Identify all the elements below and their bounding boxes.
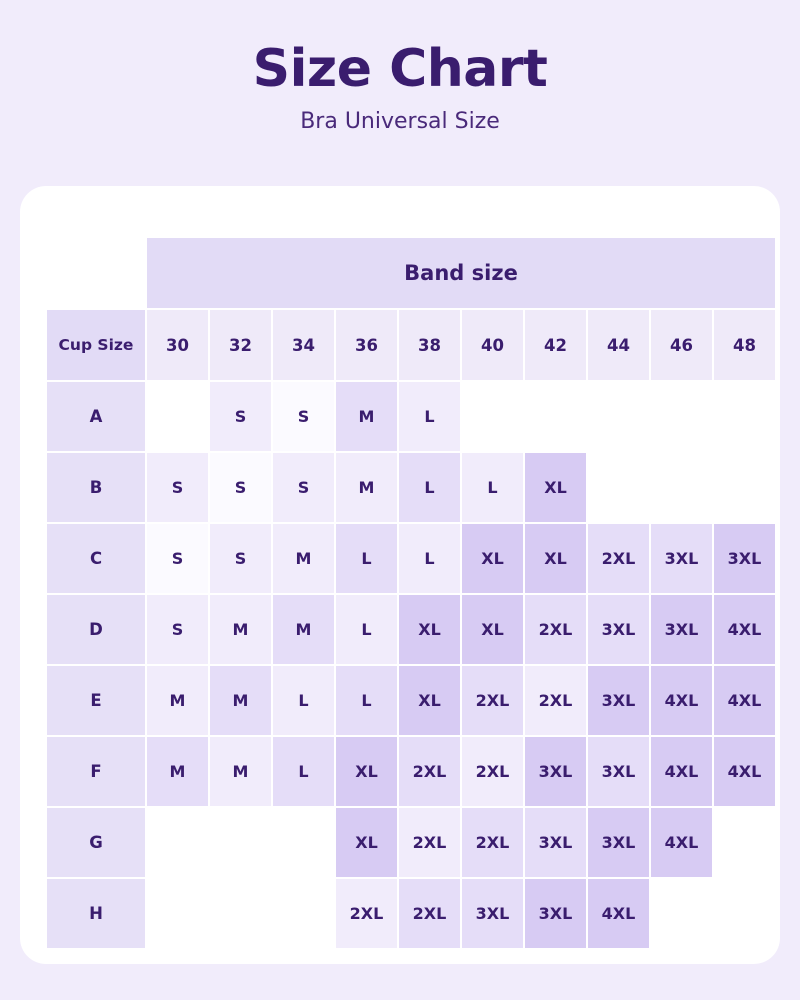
band-header-row (47, 238, 775, 308)
size-cell: 3XL (462, 879, 523, 948)
size-cell: 2XL (462, 666, 523, 735)
size-cell (714, 808, 775, 877)
size-cell: L (336, 666, 397, 735)
size-cell (210, 879, 271, 948)
size-cell: L (273, 666, 334, 735)
size-cell: S (273, 453, 334, 522)
size-cell (714, 453, 775, 522)
size-cell: 3XL (588, 666, 649, 735)
size-cell (210, 808, 271, 877)
cup-size-label: A (47, 382, 145, 451)
band-size-column-header: 40 (462, 310, 523, 380)
size-cell: 2XL (399, 879, 460, 948)
size-cell: XL (525, 453, 586, 522)
size-cell: M (336, 382, 397, 451)
size-cell: 2XL (462, 737, 523, 806)
size-cell: L (399, 382, 460, 451)
table-row (47, 879, 775, 948)
size-cell: 2XL (525, 666, 586, 735)
size-cell (651, 879, 712, 948)
size-cell: M (210, 666, 271, 735)
size-cell: M (336, 453, 397, 522)
size-cell (588, 453, 649, 522)
chart-card (20, 186, 780, 964)
band-size-column-header: 30 (147, 310, 208, 380)
band-size-column-header: 34 (273, 310, 334, 380)
size-cell (147, 808, 208, 877)
size-cell: 4XL (588, 879, 649, 948)
band-size-column-header: 44 (588, 310, 649, 380)
size-cell (651, 382, 712, 451)
size-cell: 4XL (651, 666, 712, 735)
cup-size-header: Cup Size (47, 310, 145, 380)
cup-size-label: B (47, 453, 145, 522)
size-cell: XL (336, 808, 397, 877)
size-cell: S (210, 382, 271, 451)
size-cell: 3XL (525, 879, 586, 948)
cup-size-label: C (47, 524, 145, 593)
size-cell: 2XL (336, 879, 397, 948)
size-cell: L (336, 595, 397, 664)
size-cell: 4XL (651, 737, 712, 806)
table-body (47, 382, 775, 948)
cup-size-label: H (47, 879, 145, 948)
page-header (253, 0, 548, 134)
size-cell: 2XL (588, 524, 649, 593)
size-cell (147, 382, 208, 451)
size-cell (651, 453, 712, 522)
column-header-row (47, 310, 775, 380)
size-cell: M (273, 524, 334, 593)
table-head (47, 238, 775, 380)
size-cell: 2XL (525, 595, 586, 664)
band-size-column-header: 42 (525, 310, 586, 380)
size-cell: 4XL (714, 595, 775, 664)
cup-size-label: E (47, 666, 145, 735)
cup-size-label: G (47, 808, 145, 877)
band-size-column-header: 48 (714, 310, 775, 380)
size-cell: M (210, 737, 271, 806)
cup-size-label: F (47, 737, 145, 806)
size-cell (462, 382, 523, 451)
band-size-column-header: 36 (336, 310, 397, 380)
size-cell: 2XL (462, 808, 523, 877)
size-cell: M (210, 595, 271, 664)
size-cell: L (399, 524, 460, 593)
size-cell: L (399, 453, 460, 522)
size-cell (525, 382, 586, 451)
size-cell: 3XL (588, 595, 649, 664)
size-cell (714, 382, 775, 451)
size-cell: 3XL (714, 524, 775, 593)
size-table-wrapper (45, 236, 777, 950)
band-size-header: Band size (147, 238, 775, 308)
band-size-column-header: 38 (399, 310, 460, 380)
page-subtitle: Bra Universal Size (300, 108, 500, 134)
table-row (47, 453, 775, 522)
band-size-column-header: 46 (651, 310, 712, 380)
size-cell: M (147, 666, 208, 735)
size-table (45, 236, 777, 950)
size-cell: S (210, 453, 271, 522)
table-row (47, 808, 775, 877)
size-cell (588, 382, 649, 451)
band-size-column-header: 32 (210, 310, 271, 380)
size-cell (714, 879, 775, 948)
size-cell: L (273, 737, 334, 806)
size-cell (273, 879, 334, 948)
table-row (47, 666, 775, 735)
size-cell: XL (399, 595, 460, 664)
cup-size-label: D (47, 595, 145, 664)
size-cell: 4XL (714, 666, 775, 735)
size-cell: 4XL (651, 808, 712, 877)
corner-spacer (47, 238, 145, 308)
table-row (47, 737, 775, 806)
size-cell: S (210, 524, 271, 593)
size-cell: 3XL (588, 737, 649, 806)
size-cell: XL (525, 524, 586, 593)
size-cell (147, 879, 208, 948)
size-cell: L (336, 524, 397, 593)
table-row (47, 382, 775, 451)
size-cell: S (273, 382, 334, 451)
table-row (47, 595, 775, 664)
size-cell: 3XL (525, 808, 586, 877)
size-cell: S (147, 453, 208, 522)
size-cell: M (273, 595, 334, 664)
size-cell: XL (462, 595, 523, 664)
size-cell: 2XL (399, 808, 460, 877)
size-cell: XL (462, 524, 523, 593)
size-cell: L (462, 453, 523, 522)
size-cell (273, 808, 334, 877)
size-cell: 3XL (525, 737, 586, 806)
size-cell: XL (399, 666, 460, 735)
size-cell: 3XL (651, 595, 712, 664)
size-cell: S (147, 524, 208, 593)
size-cell: XL (336, 737, 397, 806)
size-cell: 4XL (714, 737, 775, 806)
page-title: Size Chart (252, 39, 548, 99)
table-row (47, 524, 775, 593)
size-cell: 3XL (651, 524, 712, 593)
size-cell: M (147, 737, 208, 806)
size-cell: 3XL (588, 808, 649, 877)
size-cell: S (147, 595, 208, 664)
size-cell: 2XL (399, 737, 460, 806)
